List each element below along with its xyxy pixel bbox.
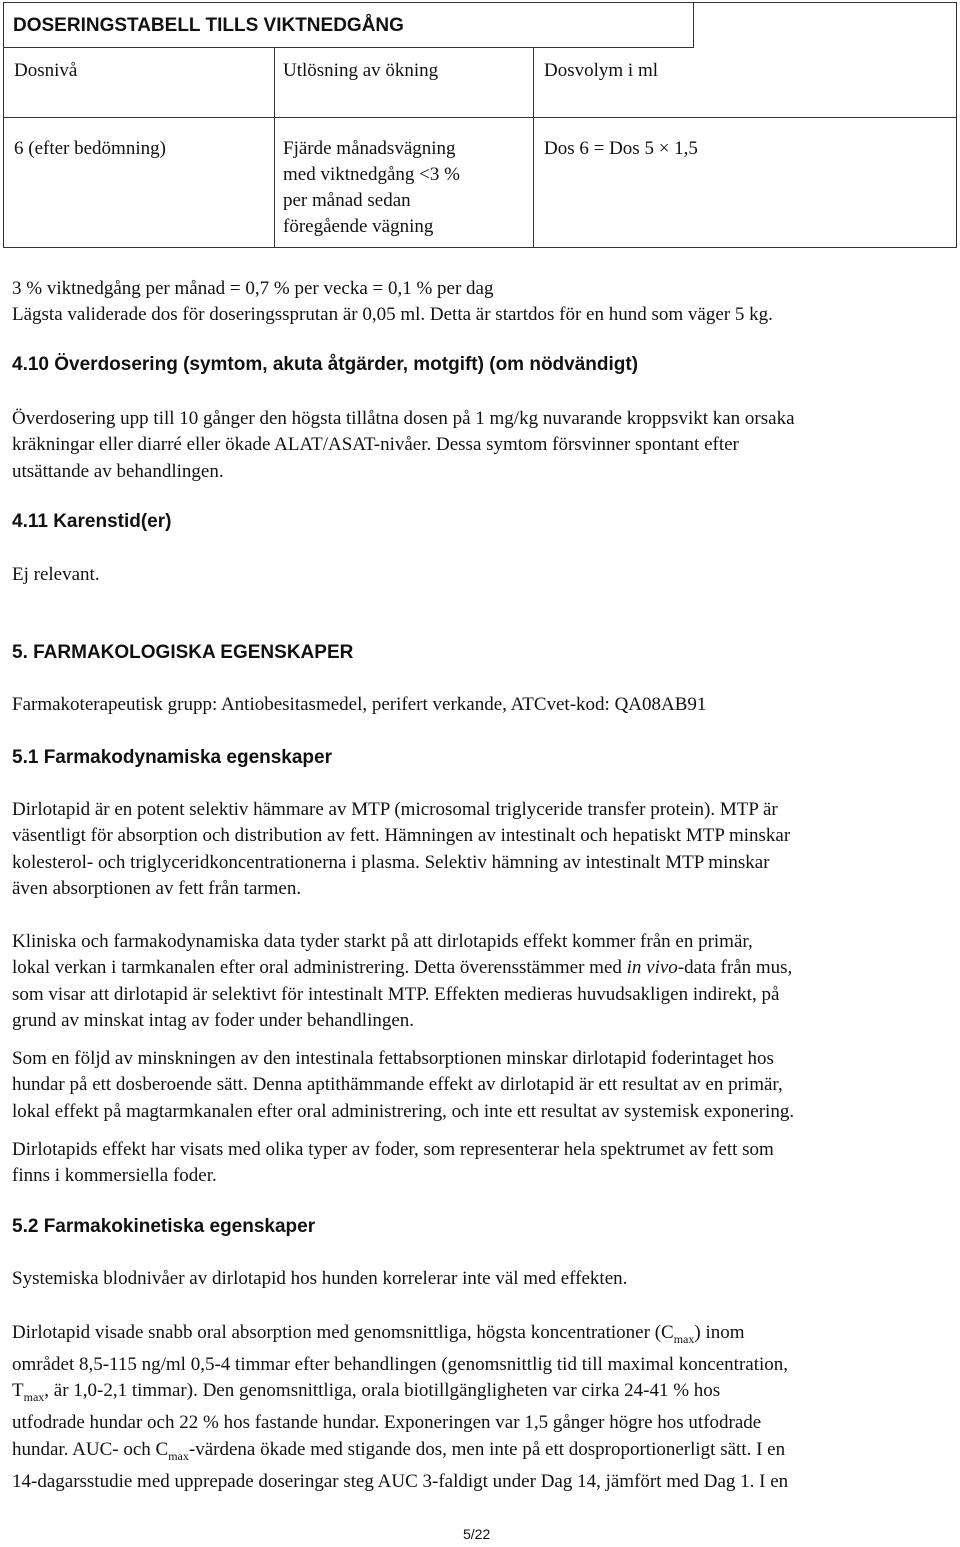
- header-utlosning: Utlösning av ökning: [283, 60, 439, 81]
- text-span: lokal verkan i tarmkanalen efter oral administrering. Detta överensstämmer med: [12, 957, 627, 979]
- table-title: DOSERINGSTABELL TILLS VIKTNEDGÅNG: [13, 15, 404, 36]
- text-line: Dirlotapid är en potent selektiv hämmare av MTP (microsomal triglyceride transfer protein). MTP är: [12, 799, 778, 820]
- text-line: finns i kommersiella foder.: [12, 1165, 217, 1187]
- col-divider-1: [274, 47, 275, 247]
- heading-5-1: 5.1 Farmakodynamiska egenskaper: [12, 747, 333, 768]
- note-line: 3 % viktnedgång per månad = 0,7 % per vecka = 0,1 % per dag: [12, 278, 494, 299]
- text-span: -värdena ökade med stigande dos, men inte på ett dosproportionerligt sätt. I en: [188, 1438, 786, 1460]
- title-cell-border: [693, 3, 694, 47]
- pk-paragraph-1: Systemiska blodnivåer av dirlotapid hos hunden korrelerar inte väl med effekten.: [12, 1268, 628, 1289]
- dosing-table: [3, 2, 957, 248]
- text-line: hundar på ett dosberoende sätt. Denna aptithämmande effekt av dirlotapid är ett resultat av en primär,: [12, 1074, 783, 1096]
- page-number: 5/22: [463, 1526, 491, 1542]
- subscript-max: max: [673, 1331, 695, 1346]
- pd-paragraph-4: [12, 1137, 948, 1190]
- pk-paragraph-2: [12, 1320, 948, 1495]
- text-line: kolesterol- och triglyceridkoncentrationerna i plasma. Selektiv hämning av intestinalt MTP minskar: [12, 851, 770, 873]
- text-span: Dirlotapid visade snabb oral absorption med genomsnittliga, högsta koncentrationer (C: [12, 1322, 674, 1343]
- header-dosniva: Dosnivå: [14, 60, 78, 81]
- text-line: som visar att dirlotapid är selektivt för intestinalt MTP. Effekten medieras huvudsakligen indirekt, på: [12, 983, 780, 1005]
- pd-paragraph-1: [12, 797, 948, 902]
- text-line: Dirlotapids effekt har visats med olika typer av foder, som representerar hela spektrumet av fett som: [12, 1139, 774, 1160]
- text-line: grund av minskat intag av foder under behandlingen.: [12, 1009, 415, 1031]
- text-line: lokal effekt på magtarmkanalen efter oral administrering, och inte ett resultat av systemisk exponering.: [12, 1100, 795, 1122]
- text-line: Kliniska och farmakodynamiska data tyder starkt på att dirlotapids effekt kommer från en primär,: [12, 931, 753, 952]
- subscript-max: max: [23, 1390, 45, 1405]
- heading-4-10: 4.10 Överdosering (symtom, akuta åtgärder, motgift) (om nödvändigt): [12, 354, 639, 375]
- dosing-notes: [12, 276, 948, 329]
- note-line: Lägsta validerade dos för doseringssprutan är 0,05 ml. Detta är startdos för en hund som väger 5 kg.: [12, 304, 773, 326]
- text-line: väsentligt för absorption och distribution av fett. Hämningen av intestinalt och hepatiskt MTP minskar: [12, 825, 791, 847]
- text-line: utsättande av behandlingen.: [12, 460, 224, 482]
- withdrawal-text: Ej relevant.: [12, 564, 100, 585]
- trigger-line: föregående vägning: [283, 216, 434, 237]
- italic-term: in vivo: [626, 957, 678, 979]
- heading-5: 5. FARMAKOLOGISKA EGENSKAPER: [12, 642, 354, 663]
- col-divider-2: [533, 47, 534, 247]
- text-line: 14-dagarsstudie med upprepade doseringar steg AUC 3-faldigt under Dag 14, jämfört med Dag 1. I en: [12, 1470, 789, 1492]
- text-line: kräkningar eller diarré eller ökade ALAT/ASAT-nivåer. Dessa symtom försvinner spontant efter: [12, 434, 739, 456]
- pharmacotherapeutic-group: Farmakoterapeutisk grupp: Antiobesitasmedel, perifert verkande, ATCvet-kod: QA08AB91: [12, 694, 707, 715]
- text-span: hundar. AUC- och C: [12, 1438, 169, 1460]
- title-rule: [4, 47, 694, 48]
- heading-4-11: 4.11 Karenstid(er): [12, 511, 172, 532]
- overdose-text: [12, 406, 948, 485]
- trigger-line: med viktnedgång <3 %: [283, 164, 460, 185]
- pd-paragraph-2: [12, 929, 948, 1034]
- heading-5-2: 5.2 Farmakokinetiska egenskaper: [12, 1216, 316, 1237]
- text-line: Som en följd av minskningen av den intestinala fettabsorptionen minskar dirlotapid foderintaget hos: [12, 1048, 774, 1069]
- text-line: även absorptionen av fett från tarmen.: [12, 877, 302, 899]
- trigger-line: Fjärde månadsvägning: [283, 138, 456, 159]
- pd-paragraph-3: [12, 1046, 948, 1125]
- text-span: ) inom: [694, 1322, 745, 1343]
- header-rule: [4, 117, 956, 118]
- text-span: -data från mus,: [677, 957, 793, 979]
- text-line: [12, 1320, 948, 1352]
- trigger-line: per månad sedan: [283, 190, 411, 211]
- text-line: området 8,5-115 ng/ml 0,5-4 timmar efter behandlingen (genomsnittlig tid till maximal koncentration,: [12, 1354, 789, 1376]
- cell-level: 6 (efter bedömning): [14, 138, 166, 159]
- text-line: [12, 1437, 948, 1469]
- text-span: T: [12, 1380, 24, 1402]
- text-span: , är 1,0-2,1 timmar). Den genomsnittliga, orala biotillgängligheten var cirka 24-41 % hos: [44, 1380, 721, 1402]
- text-line: utfodrade hundar och 22 % hos fastande hundar. Exponeringen var 1,5 gånger högre hos utfodrade: [12, 1412, 762, 1434]
- text-line: Överdosering upp till 10 gånger den högsta tillåtna dosen på 1 mg/kg nuvarande kroppsvikt kan orsaka: [12, 408, 795, 429]
- cell-volume: Dos 6 = Dos 5 × 1,5: [544, 138, 698, 159]
- cell-trigger: [283, 136, 460, 240]
- text-line: [12, 1378, 948, 1410]
- subscript-max: max: [168, 1448, 189, 1463]
- header-dosvolym: Dosvolym i ml: [544, 60, 659, 81]
- text-line: [12, 955, 948, 981]
